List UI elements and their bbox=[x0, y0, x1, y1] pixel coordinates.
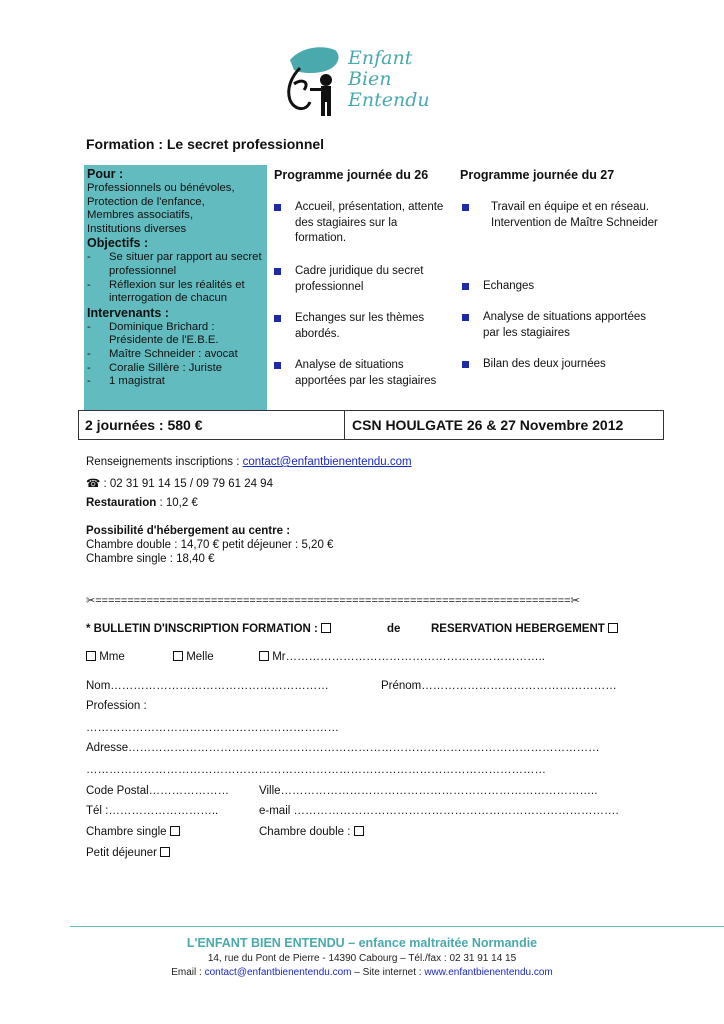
pour-line: Professionnels ou bénévoles, bbox=[87, 182, 235, 194]
hebergement-heading: Possibilité d'hébergement au centre : bbox=[86, 525, 291, 537]
tel-field[interactable]: Tél :……………………….. bbox=[86, 805, 219, 817]
footer-address: 14, rue du Pont de Pierre - 14390 Cabourg – Tél./fax : 02 31 91 14 15 bbox=[207, 953, 517, 964]
logo-line-2: Bien bbox=[348, 68, 392, 90]
code-postal-field[interactable]: Code Postal………………… bbox=[86, 785, 230, 797]
formation-checkbox[interactable] bbox=[321, 623, 331, 633]
programme-26-item: Echanges sur les thèmes abordés. bbox=[274, 311, 449, 358]
bullet-square-icon bbox=[462, 361, 469, 368]
scissor-cut-line: ✂==========================================================================✂ bbox=[86, 595, 580, 607]
logo-line-1: Enfant bbox=[348, 47, 413, 69]
melle-checkbox[interactable] bbox=[173, 651, 183, 661]
footer-title: L'ENFANT BIEN ENTENDU – enfance maltraitée Normandie bbox=[186, 936, 538, 950]
bullet-square-icon bbox=[274, 204, 281, 211]
email-field[interactable]: e-mail …………………………………………………………………………. bbox=[259, 805, 619, 817]
bullet-square-icon bbox=[462, 283, 469, 290]
chambre-double-price: Chambre double : 14,70 € petit déjeuner : 5,20 € bbox=[86, 539, 334, 551]
phone-icon: ☎ bbox=[86, 478, 101, 490]
chambre-single-checkbox[interactable] bbox=[170, 826, 180, 836]
footer-divider bbox=[70, 926, 724, 927]
petit-dejeuner-checkbox[interactable] bbox=[160, 847, 170, 857]
programme-26-item: Accueil, présentation, attente des stagiaires sur la formation. bbox=[274, 200, 449, 264]
logo-child-illustration bbox=[280, 40, 350, 120]
intervenant-item: - 1 magistrat bbox=[87, 375, 165, 388]
objectifs-heading: Objectifs : bbox=[87, 236, 149, 251]
petit-dejeuner-option: Petit déjeuner bbox=[86, 847, 170, 859]
price-text: 2 journées : 580 € bbox=[85, 417, 203, 433]
logo bbox=[280, 40, 450, 120]
chambre-single-option: Chambre single bbox=[86, 826, 180, 838]
bullet-square-icon bbox=[462, 314, 469, 321]
pour-heading: Pour : bbox=[87, 167, 124, 181]
intervenants-heading: Intervenants : bbox=[87, 305, 169, 320]
footer-email-link[interactable]: contact@enfantbienentendu.com bbox=[204, 967, 352, 978]
bullet-square-icon bbox=[274, 268, 281, 275]
programme-26-item: Cadre juridique du secret professionnel bbox=[274, 264, 449, 311]
bullet-square-icon bbox=[462, 204, 469, 211]
mr-field[interactable]: Mr………………………………………………………….. bbox=[272, 651, 546, 663]
pour-line: Membres associatifs, bbox=[87, 209, 194, 222]
programme-27-item: Analyse de situations apportées par les stagiaires bbox=[462, 310, 662, 357]
logo-line-3: Entendu bbox=[348, 89, 430, 111]
adresse-field[interactable]: Adresse…………………………………………………………………………………………………………… bbox=[86, 742, 600, 754]
programme-27-item: Travail en équipe et en réseau. Intervention de Maître Schneider bbox=[462, 200, 662, 279]
intervenant-item: - Dominique Brichard : Présidente de l'E.B.E. bbox=[87, 320, 219, 347]
chambre-double-option: Chambre double : bbox=[259, 826, 364, 838]
programme-26-heading: Programme journée du 26 bbox=[274, 168, 429, 182]
mme-checkbox[interactable] bbox=[86, 651, 96, 661]
audience-panel-content bbox=[87, 167, 265, 389]
pour-line: Protection de l'enfance, bbox=[87, 195, 205, 208]
box-divider bbox=[344, 411, 345, 439]
bullet-square-icon bbox=[274, 362, 281, 369]
phone-line: ☎ : 02 31 91 14 15 / 09 79 61 24 94 bbox=[86, 478, 273, 490]
adresse-field-line-2[interactable]: ………………………………………………………………………………………………………… bbox=[86, 764, 546, 776]
programme-27-list bbox=[462, 200, 662, 373]
ville-field[interactable]: Ville……………………………………………………………………….. bbox=[259, 785, 598, 797]
chambre-double-checkbox[interactable] bbox=[354, 826, 364, 836]
programme-27-heading: Programme journée du 27 bbox=[460, 168, 615, 182]
intervenant-item: - Coralie Sillère : Juriste bbox=[87, 361, 223, 374]
restauration-line: Restauration : 10,2 € bbox=[86, 497, 198, 509]
prenom-field[interactable]: Prénom…………………………………………… bbox=[381, 680, 617, 692]
footer-site-link[interactable]: www.enfantbienentendu.com bbox=[424, 967, 553, 978]
location-date-text: CSN HOULGATE 26 & 27 Novembre 2012 bbox=[352, 417, 624, 433]
civility-row: Mme Melle Mr………………………………………………………….. bbox=[86, 651, 646, 663]
bulletin-line: * BULLETIN D'INSCRIPTION FORMATION : de RESERVATION HEBERGEMENT bbox=[86, 623, 646, 635]
renseignements-line: Renseignements inscriptions : contact@enfantbienentendu.com bbox=[86, 456, 412, 468]
mr-checkbox[interactable] bbox=[259, 651, 269, 661]
profession-label: Profession : bbox=[86, 700, 147, 712]
intervenant-item: - Maître Schneider : avocat bbox=[87, 347, 238, 360]
contact-email-link[interactable]: contact@enfantbienentendu.com bbox=[242, 456, 412, 468]
chambre-single-price: Chambre single : 18,40 € bbox=[86, 553, 215, 565]
profession-field[interactable]: ………………………………………………………… bbox=[86, 722, 339, 734]
pour-line: Institutions diverses bbox=[87, 222, 187, 235]
page-title: Formation : Le secret professionnel bbox=[86, 136, 325, 152]
bullet-square-icon bbox=[274, 315, 281, 322]
programme-27-item: Echanges bbox=[462, 279, 662, 310]
programme-26-list bbox=[274, 200, 449, 389]
hebergement-checkbox[interactable] bbox=[608, 623, 618, 633]
objectif-item: - Réflexion sur les réalités et interrogation de chacun bbox=[87, 278, 245, 305]
programme-26-item: Analyse de situations apportées par les stagiaires bbox=[274, 358, 449, 389]
price-location-box bbox=[78, 410, 664, 440]
programme-27-item: Bilan des deux journées bbox=[462, 357, 662, 373]
objectif-item: - Se situer par rapport au secret professionnel bbox=[87, 251, 262, 277]
footer-contact: Email : contact@enfantbienentendu.com – Site internet : www.enfantbienentendu.com bbox=[171, 967, 553, 978]
nom-field[interactable]: Nom………………………………………………… bbox=[86, 680, 329, 692]
